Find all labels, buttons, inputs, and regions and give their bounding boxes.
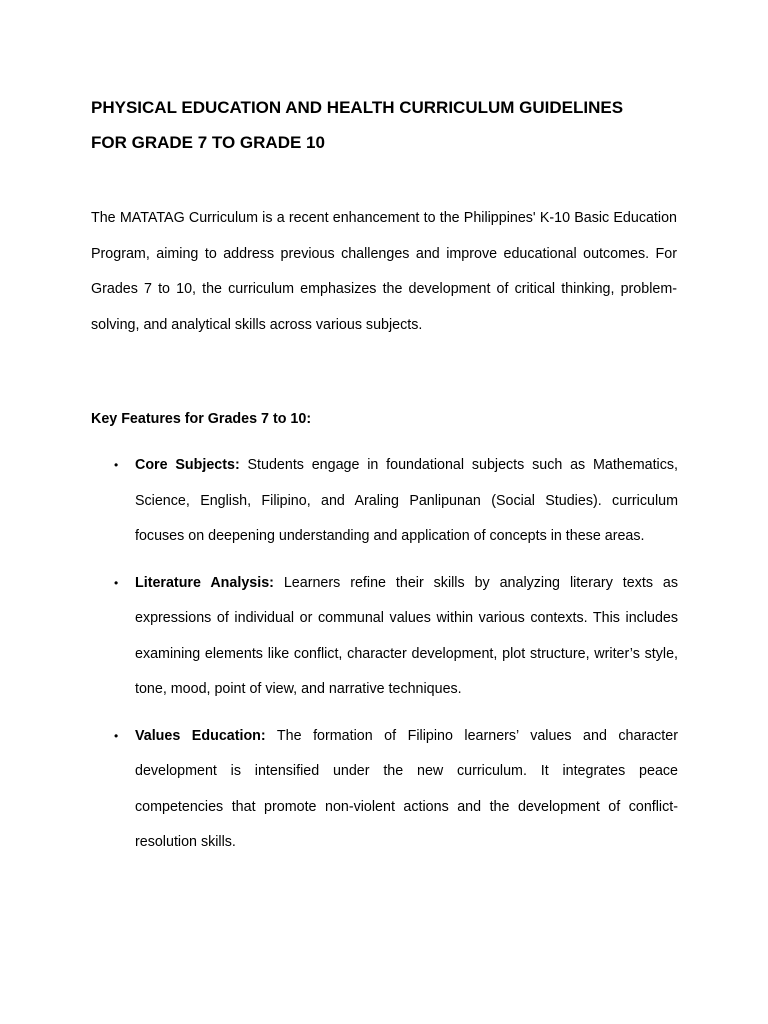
feature-text — [135, 448, 678, 555]
feature-description: Students engage in foundational subjects such as Mathematics, Science, English, Filipino, and Araling Panlipunan (Social Studies). curriculum focuses on deepening understanding and application of concepts in these areas. — [135, 457, 678, 544]
feature-description: The formation of Filipino learners’ values and character development is intensified under the new curriculum. It integrates peace competencies that promote non-violent actions and the development of conflict-resolution skills. — [135, 727, 678, 850]
feature-description: Learners refine their skills by analyzing literary texts as expressions of individual or communal values within various contexts. This includes examining elements like conflict, character development, plot structure, writer’s style, tone, mood, point of view, and narrative techniques. — [135, 574, 679, 697]
document-title-line-1: PHYSICAL EDUCATION AND HEALTH CURRICULUM GUIDELINES — [91, 98, 624, 117]
feature-item-core-subjects — [0, 448, 768, 555]
feature-text — [135, 566, 678, 708]
bullet-icon: • — [114, 728, 119, 743]
bullet-icon: • — [114, 575, 119, 590]
feature-item-values-education — [0, 719, 768, 861]
intro-paragraph: The MATATAG Curriculum is a recent enhancement to the Philippines' K-10 Basic Education Program, aiming to address previous challenges and improve educational outcomes. For Grades 7 to 10, the curriculum emphasizes the development of critical thinking, problem-solving, and analytical skills across various subjects. — [91, 210, 677, 333]
feature-item-literature-analysis — [0, 566, 768, 708]
document-title-line-2: FOR GRADE 7 TO GRADE 10 — [91, 133, 325, 152]
bullet-icon: • — [114, 458, 119, 472]
feature-label: Core Subjects: — [135, 457, 240, 473]
feature-text — [135, 719, 678, 861]
key-features-list — [0, 448, 768, 872]
document-title — [91, 90, 691, 160]
feature-label: Values Education: — [135, 727, 266, 744]
key-features-heading: Key Features for Grades 7 to 10: — [91, 411, 312, 427]
feature-label: Literature Analysis: — [135, 574, 274, 591]
